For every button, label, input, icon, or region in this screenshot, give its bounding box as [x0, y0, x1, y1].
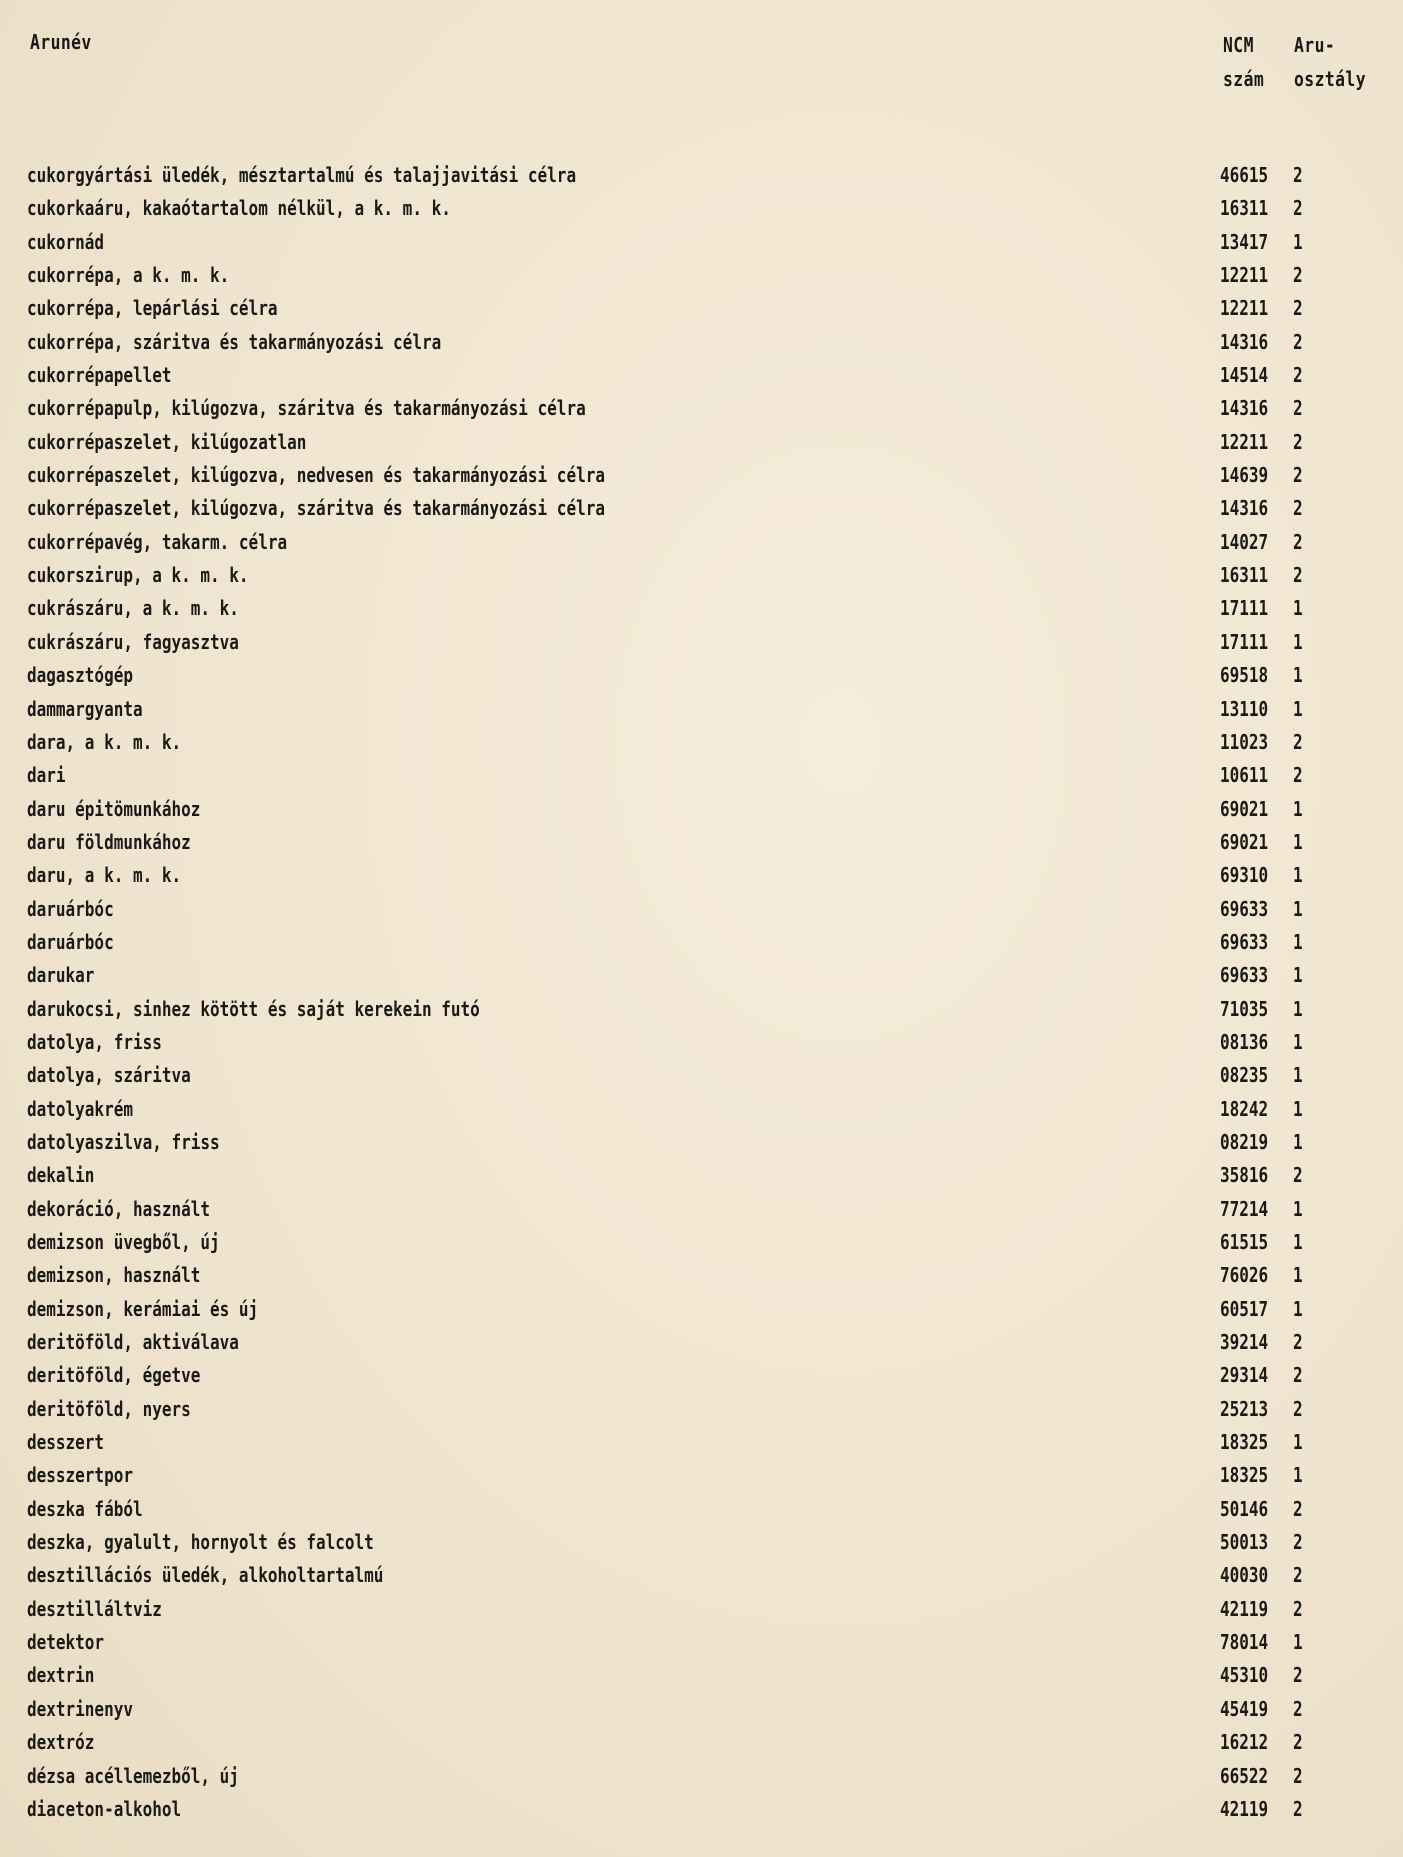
- header-osztaly: osztály: [1294, 67, 1366, 91]
- list-item: [0, 1363, 1403, 1396]
- item-name: cukorrépavég, takarm. célra: [27, 529, 288, 554]
- item-class: 2: [1293, 1530, 1303, 1555]
- list-item: [0, 363, 1403, 396]
- item-class: 2: [1293, 1796, 1303, 1821]
- item-ncm-number: 69518: [1220, 663, 1269, 688]
- item-ncm-number: 11023: [1220, 729, 1269, 754]
- item-class: 1: [1293, 1630, 1303, 1655]
- item-ncm-number: 13417: [1220, 229, 1269, 254]
- item-class: 1: [1293, 1196, 1303, 1221]
- item-ncm-number: 39214: [1220, 1330, 1269, 1355]
- list-item: [0, 1597, 1403, 1630]
- item-ncm-number: 16311: [1220, 563, 1269, 588]
- list-item: [0, 1463, 1403, 1496]
- item-name: deszka fából: [27, 1496, 143, 1521]
- list-item: [0, 730, 1403, 763]
- list-item: [0, 330, 1403, 363]
- item-ncm-number: 14316: [1220, 496, 1269, 521]
- item-class: 2: [1293, 263, 1303, 288]
- item-ncm-number: 45310: [1220, 1663, 1269, 1688]
- item-class: 1: [1293, 663, 1303, 688]
- item-class: 1: [1293, 1463, 1303, 1488]
- item-name: darukar: [27, 963, 95, 988]
- item-ncm-number: 18242: [1220, 1096, 1269, 1121]
- item-name: demizson, kerámiai és új: [27, 1296, 259, 1321]
- item-name: desztilláltviz: [27, 1596, 162, 1621]
- list-item: [0, 296, 1403, 329]
- list-item: [0, 630, 1403, 663]
- item-class: 1: [1293, 1296, 1303, 1321]
- item-ncm-number: 69021: [1220, 829, 1269, 854]
- item-ncm-number: 12211: [1220, 429, 1269, 454]
- item-name: deritöföld, égetve: [27, 1363, 201, 1388]
- list-item: [0, 1397, 1403, 1430]
- item-name: demizson üvegből, új: [27, 1230, 220, 1254]
- item-class: 2: [1293, 1763, 1303, 1788]
- item-ncm-number: 14639: [1220, 463, 1269, 488]
- list-item: [0, 1663, 1403, 1696]
- item-class: 1: [1293, 1063, 1303, 1088]
- list-item: [0, 1430, 1403, 1463]
- list-item: [0, 196, 1403, 229]
- item-name: dammargyanta: [27, 696, 143, 721]
- list-item: [0, 697, 1403, 730]
- item-ncm-number: 69310: [1220, 863, 1269, 888]
- item-ncm-number: 25213: [1220, 1396, 1269, 1421]
- item-class: 2: [1293, 163, 1303, 187]
- item-name: cukrászáru, fagyasztva: [27, 629, 239, 654]
- item-class: 1: [1293, 1430, 1303, 1455]
- item-name: cukorrépaszelet, kilúgozatlan: [27, 429, 307, 454]
- item-name: daruárbóc: [27, 929, 114, 954]
- item-ncm-number: 60517: [1220, 1296, 1269, 1321]
- item-ncm-number: 50013: [1220, 1530, 1269, 1555]
- list-item: [0, 1330, 1403, 1363]
- item-name: dari: [27, 763, 66, 788]
- item-name: dagasztógép: [27, 663, 133, 688]
- item-class: 2: [1293, 1596, 1303, 1621]
- list-item: [0, 797, 1403, 830]
- list-item: [0, 1630, 1403, 1663]
- item-ncm-number: 69021: [1220, 796, 1269, 821]
- item-ncm-number: 08219: [1220, 1129, 1269, 1154]
- list-item: [0, 1030, 1403, 1063]
- list-item: [0, 963, 1403, 996]
- item-class: 2: [1293, 1363, 1303, 1388]
- item-name: dara, a k. m. k.: [27, 729, 182, 754]
- list-item: [0, 463, 1403, 496]
- list-item: [0, 430, 1403, 463]
- list-item: [0, 1730, 1403, 1763]
- item-class: 1: [1293, 929, 1303, 954]
- item-class: 2: [1293, 329, 1303, 354]
- item-ncm-number: 42119: [1220, 1796, 1269, 1821]
- item-ncm-number: 14514: [1220, 363, 1269, 388]
- item-ncm-number: 14027: [1220, 529, 1269, 554]
- list-item: [0, 997, 1403, 1030]
- item-ncm-number: 42119: [1220, 1596, 1269, 1621]
- list-item: [0, 1697, 1403, 1730]
- item-class: 1: [1293, 629, 1303, 654]
- header-aru: Aru-: [1294, 33, 1336, 57]
- item-ncm-number: 08235: [1220, 1063, 1269, 1088]
- list-item: [0, 1263, 1403, 1296]
- item-class: 1: [1293, 996, 1303, 1021]
- list-item: [0, 1130, 1403, 1163]
- item-ncm-number: 14316: [1220, 329, 1269, 354]
- item-name: dekalin: [27, 1163, 95, 1188]
- item-ncm-number: 46615: [1220, 163, 1269, 187]
- item-ncm-number: 50146: [1220, 1496, 1269, 1521]
- item-name: dextrin: [27, 1663, 95, 1688]
- item-class: 2: [1293, 463, 1303, 488]
- item-name: cukrászáru, a k. m. k.: [27, 596, 239, 621]
- item-name: desztillációs üledék, alkoholtartalmú: [27, 1563, 384, 1588]
- item-name: cukorrépaszelet, kilúgozva, nedvesen és takarmányozási célra: [27, 463, 605, 488]
- item-class: 1: [1293, 1096, 1303, 1121]
- item-class: 1: [1293, 896, 1303, 921]
- item-ncm-number: 69633: [1220, 929, 1269, 954]
- item-class: 2: [1293, 763, 1303, 788]
- item-name: daruárbóc: [27, 896, 114, 921]
- item-ncm-number: 78014: [1220, 1630, 1269, 1655]
- item-class: 2: [1293, 529, 1303, 554]
- item-class: 1: [1293, 829, 1303, 854]
- item-ncm-number: 61515: [1220, 1230, 1269, 1254]
- list-item: [0, 596, 1403, 629]
- item-name: cukorrépa, száritva és takarmányozási célra: [27, 329, 442, 354]
- item-ncm-number: 14316: [1220, 396, 1269, 421]
- list-item: [0, 930, 1403, 963]
- list-item: [0, 1197, 1403, 1230]
- item-name: cukorrépapellet: [27, 363, 172, 388]
- item-ncm-number: 12211: [1220, 263, 1269, 288]
- header-ncm-szam: szám: [1223, 67, 1265, 91]
- list-item: [0, 763, 1403, 796]
- item-class: 2: [1293, 1330, 1303, 1355]
- list-item: [0, 496, 1403, 529]
- list-item: [0, 230, 1403, 263]
- list-item: [0, 897, 1403, 930]
- item-name: deritöföld, aktiválava: [27, 1330, 239, 1355]
- item-class: 1: [1293, 1029, 1303, 1054]
- item-ncm-number: 69633: [1220, 963, 1269, 988]
- item-name: deritöföld, nyers: [27, 1396, 191, 1421]
- item-name: dextróz: [27, 1730, 95, 1755]
- item-class: 1: [1293, 696, 1303, 721]
- item-name: cukorrépa, a k. m. k.: [27, 263, 230, 288]
- item-class: 2: [1293, 1563, 1303, 1588]
- item-ncm-number: 66522: [1220, 1763, 1269, 1788]
- item-name: datolyaszilva, friss: [27, 1129, 220, 1154]
- list-item: [0, 1797, 1403, 1830]
- item-ncm-number: 13110: [1220, 696, 1269, 721]
- item-class: 2: [1293, 363, 1303, 388]
- header-ncm: NCM: [1223, 33, 1254, 57]
- item-class: 2: [1293, 396, 1303, 421]
- item-class: 1: [1293, 596, 1303, 621]
- item-ncm-number: 77214: [1220, 1196, 1269, 1221]
- list-item: [0, 530, 1403, 563]
- item-class: 2: [1293, 1730, 1303, 1755]
- item-class: 2: [1293, 1663, 1303, 1688]
- item-class: 2: [1293, 1496, 1303, 1521]
- item-name: darukocsi, sinhez kötött és saját kerekein futó: [27, 996, 480, 1021]
- list-item: [0, 1097, 1403, 1130]
- item-ncm-number: 08136: [1220, 1029, 1269, 1054]
- item-class: 1: [1293, 796, 1303, 821]
- item-class: 1: [1293, 1129, 1303, 1154]
- item-class: 2: [1293, 1396, 1303, 1421]
- item-name: dextrinenyv: [27, 1696, 133, 1721]
- item-name: cukornád: [27, 229, 105, 254]
- item-class: 1: [1293, 229, 1303, 254]
- item-ncm-number: 10611: [1220, 763, 1269, 788]
- list-item: [0, 1764, 1403, 1797]
- item-name: dézsa acéllemezből, új: [27, 1763, 239, 1788]
- list-item: [0, 1297, 1403, 1330]
- item-name: diaceton-alkohol: [27, 1796, 182, 1821]
- item-name: cukorrépaszelet, kilúgozva, száritva és takarmányozási célra: [27, 496, 605, 521]
- list-item: [0, 1230, 1403, 1263]
- item-class: 2: [1293, 196, 1303, 221]
- list-item: [0, 663, 1403, 696]
- item-name: detektor: [27, 1630, 105, 1655]
- item-ncm-number: 76026: [1220, 1263, 1269, 1288]
- item-name: deszka, gyalult, hornyolt és falcolt: [27, 1530, 374, 1555]
- item-class: 1: [1293, 963, 1303, 988]
- item-name: cukorgyártási üledék, mésztartalmú és talajjavitási célra: [27, 163, 577, 187]
- item-ncm-number: 29314: [1220, 1363, 1269, 1388]
- item-class: 2: [1293, 429, 1303, 454]
- list-item: [0, 830, 1403, 863]
- item-ncm-number: 69633: [1220, 896, 1269, 921]
- list-item: [0, 263, 1403, 296]
- list-item: [0, 396, 1403, 429]
- list-item: [0, 1163, 1403, 1196]
- item-name: desszertpor: [27, 1463, 133, 1488]
- item-class: 2: [1293, 496, 1303, 521]
- item-name: daru épitömunkához: [27, 796, 201, 821]
- item-name: desszert: [27, 1430, 105, 1455]
- item-class: 2: [1293, 1163, 1303, 1188]
- list-item: [0, 863, 1403, 896]
- item-ncm-number: 12211: [1220, 296, 1269, 321]
- item-name: demizson, használt: [27, 1263, 201, 1288]
- item-name: cukorszirup, a k. m. k.: [27, 563, 249, 588]
- item-class: 1: [1293, 1263, 1303, 1288]
- header-name: Arunév: [30, 30, 92, 54]
- item-ncm-number: 35816: [1220, 1163, 1269, 1188]
- list-item: [0, 1530, 1403, 1563]
- item-name: dekoráció, használt: [27, 1196, 211, 1221]
- item-ncm-number: 18325: [1220, 1430, 1269, 1455]
- item-class: 2: [1293, 729, 1303, 754]
- item-name: daru, a k. m. k.: [27, 863, 182, 888]
- item-class: 1: [1293, 1230, 1303, 1254]
- item-ncm-number: 18325: [1220, 1463, 1269, 1488]
- item-ncm-number: 71035: [1220, 996, 1269, 1021]
- item-name: datolya, száritva: [27, 1063, 191, 1088]
- list-item: [0, 1497, 1403, 1530]
- item-name: cukorrépa, lepárlási célra: [27, 296, 278, 321]
- item-ncm-number: 40030: [1220, 1563, 1269, 1588]
- item-ncm-number: 16212: [1220, 1730, 1269, 1755]
- item-name: datolya, friss: [27, 1029, 162, 1054]
- item-class: 2: [1293, 296, 1303, 321]
- list-item: [0, 563, 1403, 596]
- item-ncm-number: 17111: [1220, 629, 1269, 654]
- item-ncm-number: 45419: [1220, 1696, 1269, 1721]
- item-name: datolyakrém: [27, 1096, 133, 1121]
- item-ncm-number: 17111: [1220, 596, 1269, 621]
- item-name: cukorkaáru, kakaótartalom nélkül, a k. m. k.: [27, 196, 451, 221]
- item-list: [0, 163, 1403, 1830]
- item-name: daru földmunkához: [27, 829, 191, 854]
- item-name: cukorrépapulp, kilúgozva, száritva és takarmányozási célra: [27, 396, 586, 421]
- list-item: [0, 1563, 1403, 1596]
- item-ncm-number: 16311: [1220, 196, 1269, 221]
- item-class: 1: [1293, 863, 1303, 888]
- list-item: [0, 1063, 1403, 1096]
- item-class: 2: [1293, 1696, 1303, 1721]
- list-item: [0, 163, 1403, 196]
- item-class: 2: [1293, 563, 1303, 588]
